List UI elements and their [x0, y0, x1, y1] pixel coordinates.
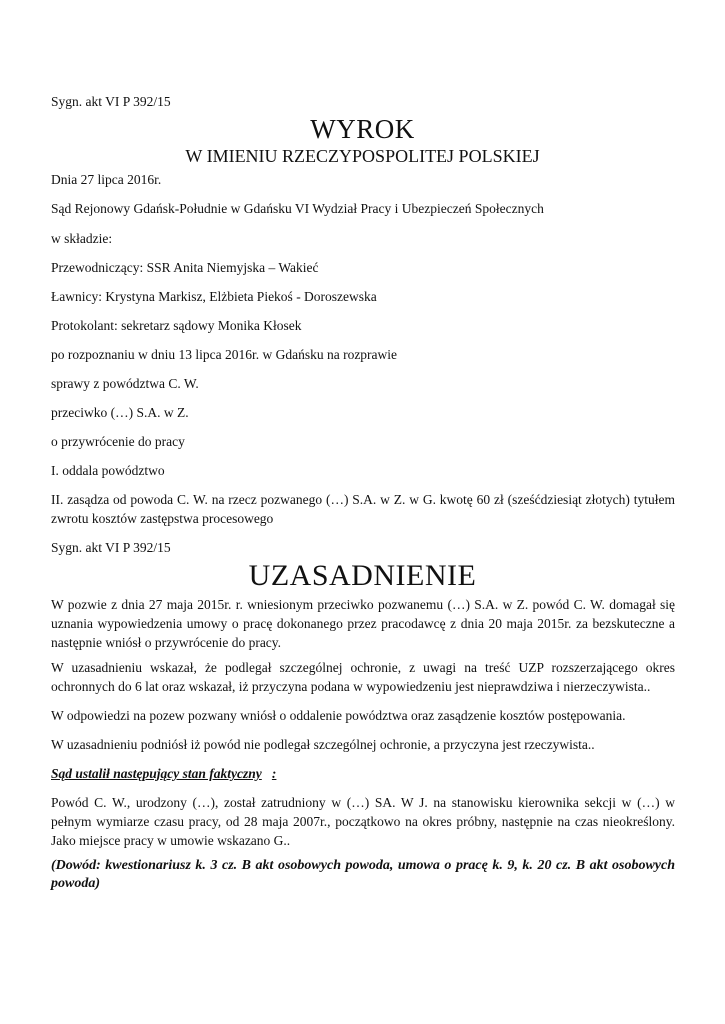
paragraph-defendant-grounds: W uzasadnieniu podniósł iż powód nie podlegał szczególnej ochronie, a przyczyna jest rzeczywista..	[51, 737, 595, 752]
hearing-info: po rozpoznaniu w dniu 13 lipca 2016r. w Gdańsku na rozprawie	[51, 347, 398, 362]
facts-heading-colon: :	[271, 766, 277, 781]
case-plaintiff: sprawy z powództwa C. W.	[51, 376, 199, 391]
paragraph-claim: W pozwie z dnia 27 maja 2015r. r. wniesionym przeciwko pozwanemu (…) S.A. w Z. powód C. W. domagał się uznania wypowiedzenia umowy o pracę dokonanego przez pracodawcę z dnia 20 maja 2015r. za bezskuteczne a następnie wniósł o przywrócenie do pracy.	[51, 597, 675, 650]
court-clerk: Protokolant: sekretarz sądowy Monika Kłosek	[51, 318, 302, 333]
paragraph-plaintiff-grounds: W uzasadnieniu wskazał, że podlegał szczególnej ochronie, z uwagi na treść UZP rozszerzającego okres ochronnych do 6 lat oraz wskazał, iż przyczyna podana w wypowiedzeniu jest nieprawdziwa i nierzeczywista..	[51, 660, 675, 694]
case-defendant: przeciwko (…) S.A. w Z.	[51, 405, 189, 420]
court-name: Sąd Rejonowy Gdańsk-Południe w Gdańsku VI Wydział Pracy i Ubezpieczeń Społecznych	[51, 201, 544, 216]
case-signature: Sygn. akt VI P 392/15	[51, 94, 171, 109]
paragraph-employment: Powód C. W., urodzony (…), został zatrudniony w (…) SA. W J. na stanowisku kierownika sekcji w (…) w pełnym wymiarze czasu pracy, od 28 maja 2007r., początkowo na okres próbny, następnie na czas nieokreślony. Jako miejsce pracy w umowie wskazano G..	[51, 795, 675, 848]
lay-judges: Ławnicy: Krystyna Markisz, Elżbieta Piekoś - Doroszewska	[51, 289, 377, 304]
paragraph-response: W odpowiedzi na pozew pozwany wniósł o oddalenie powództwa oraz zasądzenie kosztów postępowania.	[51, 708, 626, 723]
verdict-title: WYROK	[310, 114, 415, 144]
case-subject: o przywrócenie do pracy	[51, 434, 185, 449]
evidence-note: (Dowód: kwestionariusz k. 3 cz. B akt osobowych powoda, umowa o pracę k. 9, k. 20 cz. B akt osobowych powoda)	[51, 858, 675, 891]
ruling-point-2: II. zasądza od powoda C. W. na rzecz pozwanego (…) S.A. w Z. w G. kwotę 60 zł (sześćdziesiąt złotych) tytułem zwrotu kosztów zastępstwa procesowego	[51, 492, 675, 526]
verdict-subtitle: W IMIENIU RZECZYPOSPOLITEJ POLSKIEJ	[185, 146, 540, 166]
composition-label: w składzie:	[51, 231, 113, 246]
verdict-date: Dnia 27 lipca 2016r.	[51, 172, 162, 187]
case-signature-second: Sygn. akt VI P 392/15	[51, 540, 171, 555]
justification-title: UZASADNIENIE	[248, 559, 477, 592]
facts-heading-text: Sąd ustalił następujący stan faktyczny	[51, 766, 262, 781]
chair-judge: Przewodniczący: SSR Anita Niemyjska – Wakieć	[51, 260, 319, 275]
ruling-point-1: I. oddala powództwo	[51, 463, 165, 478]
facts-heading	[51, 764, 276, 783]
